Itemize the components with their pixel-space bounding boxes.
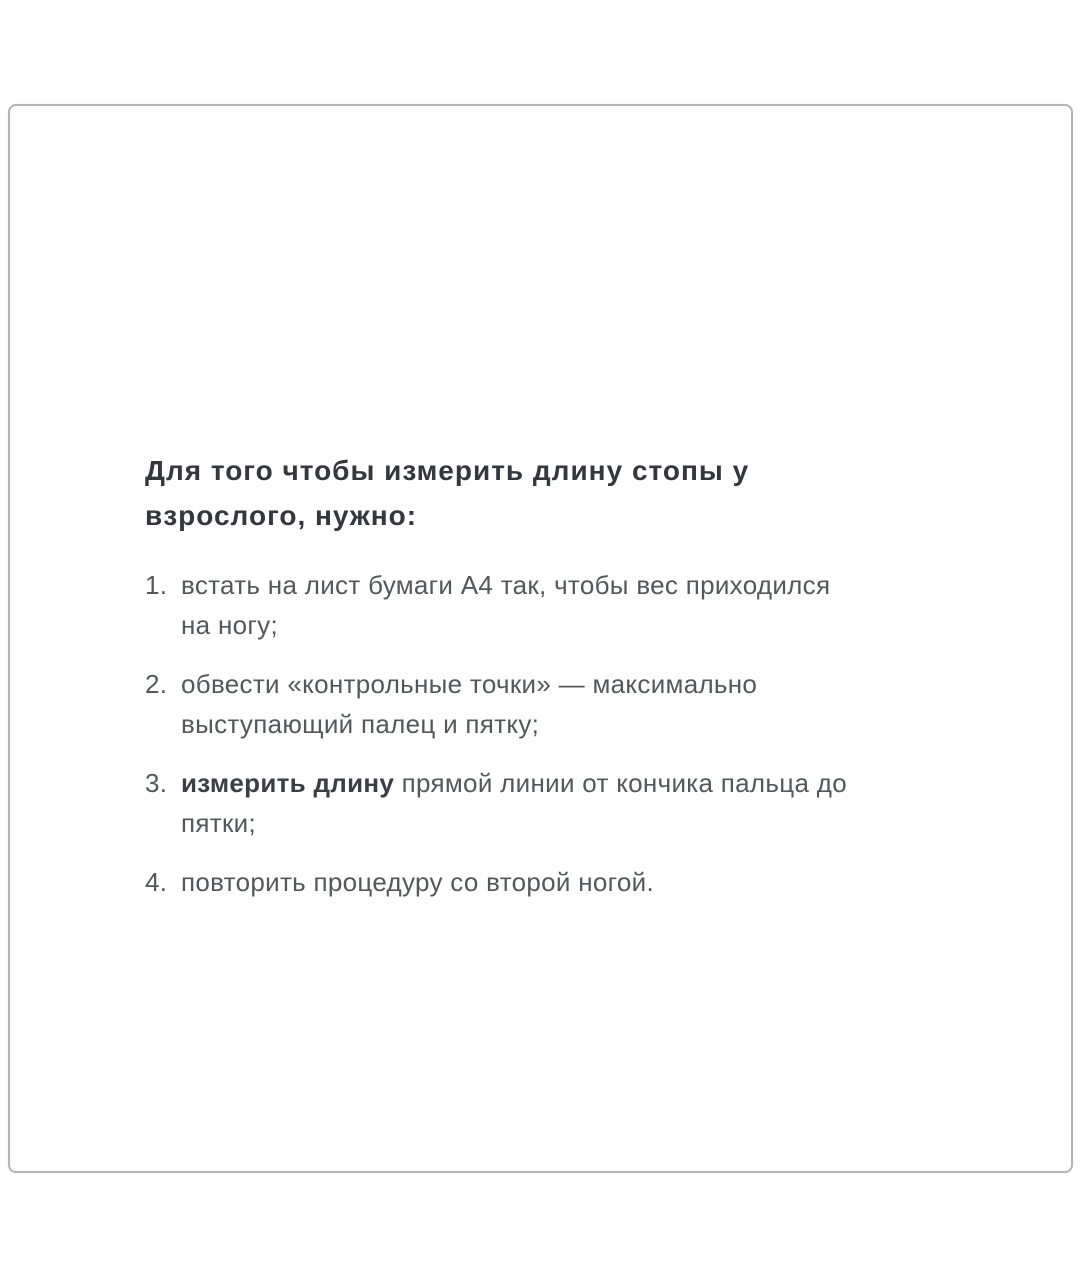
- list-item-line-text: обвести «контрольные точки» — максимально: [181, 669, 758, 699]
- list-item-4: [145, 862, 951, 902]
- heading-line-2: взрослого, нужно:: [145, 500, 418, 531]
- heading-line-1: Для того чтобы измерить длину стопы у: [145, 455, 750, 486]
- list-item-line: [181, 862, 951, 902]
- list-item-1: [145, 565, 951, 645]
- list-item-number: 4.: [145, 867, 168, 897]
- list-item-text: [181, 862, 951, 902]
- list-item-number: 1.: [145, 570, 168, 600]
- list-item-line: пятки;: [181, 808, 256, 838]
- list-item-bold-lead: измерить длину: [181, 768, 402, 798]
- list-item-line-text: прямой линии от кончика пальца до: [401, 768, 847, 798]
- list-item-number: 3.: [145, 768, 168, 798]
- list-item-3: [145, 763, 951, 843]
- list-item-text: [181, 565, 951, 645]
- list-item-line: [181, 664, 951, 704]
- list-item-line-text: встать на лист бумаги А4 так, чтобы вес приходился: [181, 570, 831, 600]
- list-item-line: выступающий палец и пятку;: [181, 709, 540, 739]
- list-item-line: [181, 763, 951, 803]
- card-content: [10, 106, 1071, 902]
- list-item-line: на ногу;: [181, 610, 278, 640]
- list-item-line: [181, 565, 951, 605]
- list-item-2: [145, 664, 951, 744]
- list-item-text: [181, 664, 951, 744]
- list-item-text: [181, 763, 951, 843]
- steps-list: [145, 565, 951, 902]
- list-item-number: 2.: [145, 669, 168, 699]
- instruction-card: [8, 104, 1073, 1173]
- page-title: [145, 448, 951, 538]
- list-item-line-text: повторить процедуру со второй ногой.: [181, 867, 654, 897]
